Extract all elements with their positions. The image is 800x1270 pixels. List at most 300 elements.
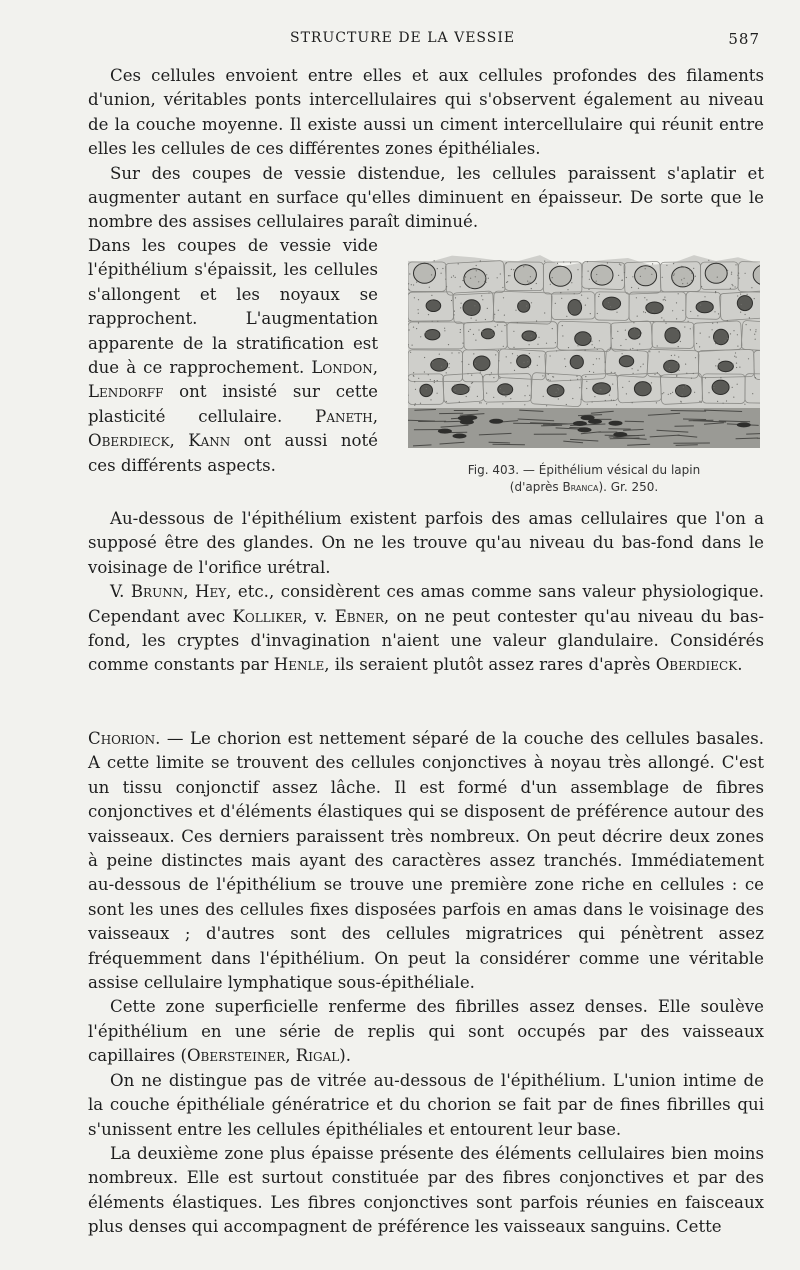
stipple-dot: [493, 377, 494, 378]
stipple-dot: [755, 329, 756, 330]
stipple-dot: [677, 362, 678, 363]
stipple-dot: [500, 273, 501, 274]
stipple-dot: [735, 286, 736, 287]
stipple-dot: [491, 330, 492, 331]
stipple-dot: [415, 403, 416, 404]
chorion-section: [88, 727, 764, 1240]
stipple-dot: [460, 332, 461, 333]
stipple-dot: [681, 266, 682, 267]
caption-line-1: Fig. 403. — Épithélium vésical du lapin: [467, 463, 701, 477]
stipple-dot: [506, 356, 507, 357]
stipple-dot: [608, 302, 609, 303]
stipple-dot: [654, 374, 655, 375]
stipple-dot: [413, 372, 414, 373]
stipple-dot: [460, 329, 461, 330]
stipple-dot: [515, 310, 516, 311]
stipple-dot: [755, 339, 756, 340]
stipple-dot: [748, 358, 749, 359]
cell-nucleus: [575, 332, 591, 346]
author-paneth: Paneth: [315, 406, 373, 426]
stipple-dot: [463, 277, 464, 278]
stipple-dot: [747, 294, 748, 295]
cell-nucleus: [646, 302, 663, 314]
stipple-dot: [577, 345, 578, 346]
stipple-dot: [731, 274, 732, 275]
stipple-dot: [672, 392, 673, 393]
stipple-dot: [636, 297, 637, 298]
stipple-dot: [437, 268, 438, 269]
stipple-dot: [735, 352, 736, 353]
stipple-dot: [507, 281, 508, 282]
stipple-dot: [589, 279, 590, 280]
author-rigal: Rigal: [295, 1046, 340, 1066]
stipple-dot: [528, 367, 529, 368]
stipple-dot: [612, 384, 613, 385]
stipple-dot: [610, 347, 611, 348]
cell-nucleus: [712, 380, 729, 394]
stipple-dot: [592, 344, 593, 345]
stipple-dot: [732, 363, 733, 364]
stipple-dot: [732, 284, 733, 285]
stipple-dot: [695, 276, 696, 277]
stipple-dot: [738, 273, 739, 274]
stipple-dot: [437, 393, 438, 394]
stipple-dot: [418, 313, 419, 314]
stipple-dot: [665, 323, 666, 324]
stipple-dot: [735, 264, 736, 265]
author-ebner: Ebner: [334, 606, 384, 626]
stipple-dot: [752, 393, 753, 394]
stipple-dot: [449, 363, 450, 364]
stipple-dot: [646, 299, 647, 300]
stipple-dot: [678, 386, 679, 387]
stipple-dot: [537, 344, 538, 345]
stipple-dot: [674, 273, 675, 274]
stipple-dot: [418, 309, 419, 310]
stipple-dot: [544, 312, 545, 313]
stipple-dot: [614, 372, 615, 373]
stipple-dot: [599, 294, 600, 295]
stipple-dot: [633, 373, 634, 374]
cell-nucleus: [431, 359, 448, 372]
stipple-dot: [428, 374, 429, 375]
stipple-dot: [410, 320, 411, 321]
stipple-dot: [558, 389, 559, 390]
cell-nucleus: [426, 300, 441, 312]
stipple-dot: [674, 355, 675, 356]
stipple-dot: [526, 305, 527, 306]
stipple-dot: [700, 305, 701, 306]
stipple-dot: [671, 355, 672, 356]
stipple-dot: [413, 376, 414, 377]
stipple-dot: [705, 377, 706, 378]
stipple-dot: [566, 316, 567, 317]
stipple-dot: [596, 281, 597, 282]
stipple-dot: [588, 289, 589, 290]
stipple-dot: [432, 362, 433, 363]
stipple-dot: [486, 393, 487, 394]
stipple-dot: [605, 362, 606, 363]
stipple-dot: [598, 296, 599, 297]
stipple-dot: [673, 263, 674, 264]
stipple-dot: [682, 310, 683, 311]
stipple-dot: [699, 346, 700, 347]
cell-nucleus: [514, 265, 536, 285]
stipple-dot: [666, 265, 667, 266]
author-hey: Hey: [194, 582, 227, 602]
stipple-dot: [535, 332, 536, 333]
connective-fiber: [493, 444, 525, 445]
stipple-dot: [596, 274, 597, 275]
stipple-dot: [657, 345, 658, 346]
stipple-dot: [506, 282, 507, 283]
stipple-dot: [414, 381, 415, 382]
stipple-dot: [622, 353, 623, 354]
stipple-dot: [495, 354, 496, 355]
stipple-dot: [640, 276, 641, 277]
cell-nucleus: [705, 263, 727, 283]
stipple-dot: [660, 375, 661, 376]
stipple-dot: [582, 276, 583, 277]
stipple-dot: [685, 385, 686, 386]
stipple-dot: [539, 356, 540, 357]
stipple-dot: [620, 345, 621, 346]
stipple-dot: [682, 394, 683, 395]
stipple-dot: [607, 262, 608, 263]
stipple-dot: [681, 401, 682, 402]
cell-nucleus: [737, 296, 752, 311]
stipple-dot: [639, 343, 640, 344]
stipple-dot: [661, 317, 662, 318]
stipple-dot: [737, 275, 738, 276]
stipple-dot: [586, 381, 587, 382]
author-henle: Henle: [273, 655, 325, 675]
stipple-dot: [750, 329, 751, 330]
stipple-dot: [437, 321, 438, 322]
stipple-dot: [740, 312, 741, 313]
paragraph-chorion: Chorion. — Le chorion est nettement séparé de la couche des cellules basales. A cette limite se trouvent des cellules conjonctives à noyau très allongé. C'est un tissu conjonctif assez lâche. Il est formé d'un assemblage de fibres conjonctives et d'éléments élastiques qui se disposent de préférence autour des vaisseaux. Ces derniers paraissent très nombreux. On peut décrire deux zones à peine distinctes mais ayant des caractères assez tranchés. Immédiatement au-dessous de l'épithélium se trouve une première zone riche en cellules : ce sont les unes des cellules fixes disposées parfois en amas dans le voisinage des vaisseaux ; d'autres sont des cellules migratrices qui pénètrent assez fréquemment dans l'épithélium. On peut la considérer comme une véritable assise cellulaire lymphatique sous-épithéliale.: [88, 729, 764, 993]
cell-nucleus: [547, 385, 564, 397]
stipple-dot: [530, 276, 531, 277]
stipple-dot: [718, 313, 719, 314]
stipple-dot: [714, 311, 715, 312]
stipple-dot: [424, 371, 425, 372]
stipple-dot: [653, 321, 654, 322]
stipple-dot: [508, 275, 509, 276]
stipple-dot: [720, 377, 721, 378]
stipple-dot: [749, 317, 750, 318]
stipple-dot: [418, 264, 419, 265]
stipple-dot: [597, 313, 598, 314]
stipple-dot: [493, 334, 494, 335]
stipple-dot: [476, 270, 477, 271]
connective-fiber: [489, 442, 511, 443]
author-london: London: [311, 358, 373, 378]
stipple-dot: [556, 392, 557, 393]
stipple-dot: [649, 351, 650, 352]
stipple-dot: [531, 302, 532, 303]
stipple-dot: [524, 395, 525, 396]
stipple-dot: [672, 310, 673, 311]
cell-nucleus: [664, 360, 680, 372]
stipple-dot: [504, 315, 505, 316]
stipple-dot: [431, 299, 432, 300]
stipple-dot: [563, 261, 564, 262]
stipple-dot: [681, 279, 682, 280]
stipple-dot: [682, 283, 683, 284]
stipple-dot: [461, 303, 462, 304]
stipple-dot: [476, 320, 477, 321]
stipple-dot: [746, 324, 747, 325]
stipple-dot: [550, 284, 551, 285]
stipple-dot: [676, 302, 677, 303]
stipple-dot: [513, 347, 514, 348]
stipple-dot: [676, 375, 677, 376]
stipple-dot: [555, 303, 556, 304]
stipple-dot: [455, 297, 456, 298]
stipple-dot: [434, 380, 435, 381]
author-obersteiner: Obersteiner: [186, 1046, 286, 1066]
stipple-dot: [425, 332, 426, 333]
stipple-dot: [693, 373, 694, 374]
stipple-dot: [755, 377, 756, 378]
stipple-dot: [657, 372, 658, 373]
author-brunn: Brunn: [130, 582, 184, 602]
stipple-dot: [537, 365, 538, 366]
stipple-dot: [613, 400, 614, 401]
stipple-dot: [486, 403, 487, 404]
paragraph-superficial-zone: Cette zone superficielle renferme des fibrilles assez denses. Elle soulève l'épithélium en une série de replis qui sont occupés par des vaisseaux capillaires (Obersteiner, Rigal).: [88, 997, 764, 1066]
glands-text: [88, 507, 764, 678]
stipple-dot: [733, 397, 734, 398]
stipple-dot: [464, 279, 465, 280]
stipple-dot: [416, 328, 417, 329]
stipple-dot: [594, 396, 595, 397]
stipple-dot: [754, 298, 755, 299]
cell-nucleus: [473, 356, 490, 371]
stipple-dot: [493, 397, 494, 398]
stipple-dot: [556, 350, 557, 351]
stipple-dot: [454, 384, 455, 385]
stipple-dot: [587, 404, 588, 405]
stipple-dot: [446, 372, 447, 373]
stipple-dot: [664, 299, 665, 300]
stipple-dot: [482, 331, 483, 332]
stipple-dot: [498, 310, 499, 311]
basal-nucleus: [588, 419, 602, 424]
stipple-dot: [691, 280, 692, 281]
stipple-dot: [652, 311, 653, 312]
stipple-dot: [600, 389, 601, 390]
stipple-dot: [732, 285, 733, 286]
stipple-dot: [621, 280, 622, 281]
stipple-dot: [454, 314, 455, 315]
stipple-dot: [668, 394, 669, 395]
stipple-dot: [677, 329, 678, 330]
stipple-dot: [480, 260, 481, 261]
stipple-dot: [662, 393, 663, 394]
stipple-dot: [617, 331, 618, 332]
stipple-dot: [409, 329, 410, 330]
stipple-dot: [632, 276, 633, 277]
stipple-dot: [709, 336, 710, 337]
stipple-dot: [498, 360, 499, 361]
stipple-dot: [656, 402, 657, 403]
stipple-dot: [445, 279, 446, 280]
stipple-dot: [741, 304, 742, 305]
stipple-dot: [691, 378, 692, 379]
stipple-dot: [503, 392, 504, 393]
stipple-dot: [700, 333, 701, 334]
stipple-dot: [640, 366, 641, 367]
cell-nucleus: [414, 263, 436, 283]
stipple-dot: [505, 396, 506, 397]
stipple-dot: [576, 376, 577, 377]
stipple-dot: [497, 277, 498, 278]
stipple-dot: [619, 264, 620, 265]
basal-nucleus: [737, 422, 751, 427]
stipple-dot: [637, 349, 638, 350]
stipple-dot: [455, 277, 456, 278]
stipple-dot: [571, 313, 572, 314]
stipple-dot: [548, 374, 549, 375]
stipple-dot: [599, 340, 600, 341]
side-text: [88, 234, 378, 478]
stipple-dot: [624, 272, 625, 273]
stipple-dot: [611, 372, 612, 373]
stipple-dot: [462, 343, 463, 344]
stipple-dot: [494, 314, 495, 315]
stipple-dot: [560, 292, 561, 293]
cell-nucleus: [696, 301, 713, 312]
stipple-dot: [663, 320, 664, 321]
stipple-dot: [643, 364, 644, 365]
stipple-dot: [512, 353, 513, 354]
stipple-dot: [739, 367, 740, 368]
stipple-dot: [631, 287, 632, 288]
stipple-dot: [469, 386, 470, 387]
stipple-dot: [618, 275, 619, 276]
stipple-dot: [441, 366, 442, 367]
stipple-dot: [458, 352, 459, 353]
stipple-dot: [524, 334, 525, 335]
stipple-dot: [580, 356, 581, 357]
stipple-dot: [585, 376, 586, 377]
stipple-dot: [523, 362, 524, 363]
stipple-dot: [485, 277, 486, 278]
stipple-dot: [577, 379, 578, 380]
stipple-dot: [725, 340, 726, 341]
stipple-dot: [531, 336, 532, 337]
stipple-dot: [415, 389, 416, 390]
stipple-dot: [713, 387, 714, 388]
stipple-dot: [455, 390, 456, 391]
stipple-dot: [588, 271, 589, 272]
stipple-dot: [478, 329, 479, 330]
stipple-dot: [593, 372, 594, 373]
stipple-dot: [667, 360, 668, 361]
basal-nucleus: [453, 434, 467, 439]
stipple-dot: [579, 300, 580, 301]
stipple-dot: [717, 277, 718, 278]
stipple-dot: [506, 262, 507, 263]
stipple-dot: [528, 283, 529, 284]
stipple-dot: [591, 341, 592, 342]
cell-nucleus: [522, 331, 536, 341]
stipple-dot: [645, 268, 646, 269]
stipple-dot: [638, 288, 639, 289]
stipple-dot: [481, 402, 482, 403]
stipple-dot: [497, 324, 498, 325]
stipple-dot: [694, 392, 695, 393]
stipple-dot: [434, 260, 435, 261]
stipple-dot: [727, 338, 728, 339]
stipple-dot: [473, 334, 474, 335]
cell-nucleus: [634, 382, 651, 396]
stipple-dot: [566, 404, 567, 405]
stipple-dot: [581, 295, 582, 296]
stipple-dot: [737, 295, 738, 296]
stipple-dot: [428, 314, 429, 315]
stipple-dot: [543, 396, 544, 397]
stipple-dot: [731, 272, 732, 273]
stipple-dot: [625, 339, 626, 340]
stipple-dot: [514, 370, 515, 371]
intro-text: [88, 64, 764, 235]
stipple-dot: [570, 262, 571, 263]
stipple-dot: [552, 277, 553, 278]
stipple-dot: [538, 337, 539, 338]
author-oberdieck: Oberdieck: [88, 431, 170, 451]
stipple-dot: [408, 283, 409, 284]
stipple-dot: [609, 395, 610, 396]
stipple-dot: [544, 261, 545, 262]
stipple-dot: [727, 270, 728, 271]
stipple-dot: [499, 378, 500, 379]
stipple-dot: [561, 298, 562, 299]
stipple-dot: [673, 275, 674, 276]
stipple-dot: [471, 318, 472, 319]
stipple-dot: [715, 292, 716, 293]
stipple-dot: [620, 264, 621, 265]
stipple-dot: [444, 330, 445, 331]
author-kolliker: Kolliker: [232, 606, 303, 626]
connective-fiber: [541, 425, 562, 426]
stipple-dot: [471, 383, 472, 384]
stipple-dot: [536, 283, 537, 284]
stipple-dot: [645, 312, 646, 313]
stipple-dot: [558, 398, 559, 399]
stipple-dot: [446, 401, 447, 402]
stipple-dot: [585, 350, 586, 351]
stipple-dot: [708, 260, 709, 261]
stipple-dot: [503, 346, 504, 347]
stipple-dot: [474, 305, 475, 306]
stipple-dot: [739, 278, 740, 279]
stipple-dot: [686, 373, 687, 374]
stipple-dot: [495, 326, 496, 327]
author-branca: Branca: [562, 480, 599, 494]
stipple-dot: [679, 370, 680, 371]
section-heading-chorion: Chorion: [88, 729, 156, 748]
stipple-dot: [472, 382, 473, 383]
stipple-dot: [430, 399, 431, 400]
stipple-dot: [632, 368, 633, 369]
stipple-dot: [754, 334, 755, 335]
stipple-dot: [482, 376, 483, 377]
stipple-dot: [684, 326, 685, 327]
stipple-dot: [564, 358, 565, 359]
